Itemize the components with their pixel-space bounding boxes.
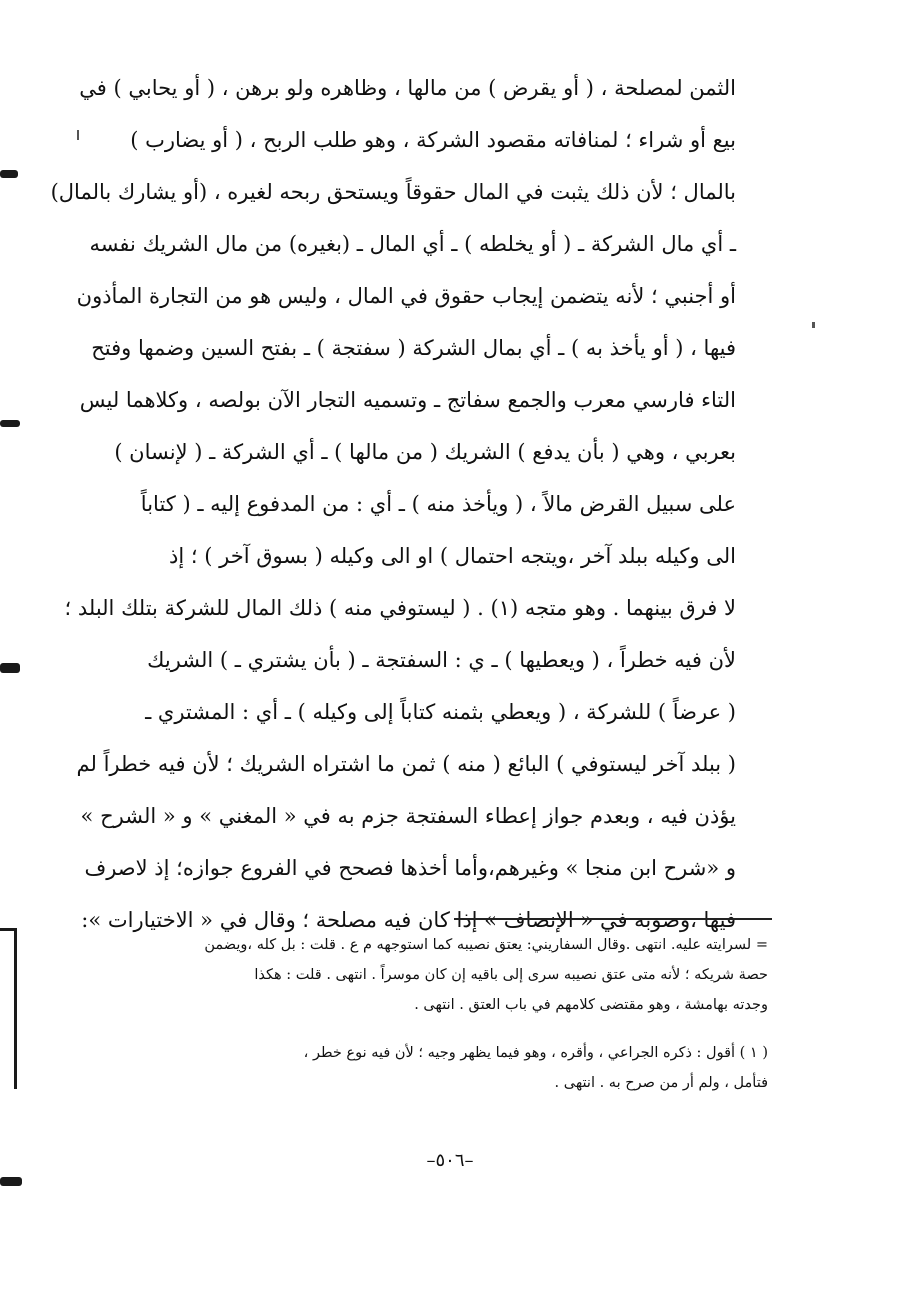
- binding-mark: [0, 663, 20, 673]
- text-line: و «شرح ابن منجا » وغيرهم،وأما أخذها فصحح في الفروع جوازه؛ إذ لاصرف: [84, 856, 736, 880]
- text-line: الى وكيله ببلد آخر ،ويتجه احتمال ) او الى وكيله ( بسوق آخر ) ؛ إذ: [169, 544, 736, 568]
- binding-bracket: [0, 928, 17, 1089]
- text-line: بالمال ؛ لأن ذلك يثبت في المال حقوقاً ويستحق ربحه لغيره ، (أو يشارك بالمال): [50, 180, 736, 204]
- text-line: بيع أو شراء ؛ لمنافاته مقصود الشركة ، وهو طلب الربح ، ( أو يضارب ): [130, 128, 736, 152]
- scan-speck: [77, 130, 79, 140]
- main-text-block: [50, 62, 736, 946]
- page-number: –٥٠٦–: [426, 1150, 474, 1171]
- text-line: لا فرق بينهما . وهو متجه (١) . ( ليستوفي منه ) ذلك المال للشركة بتلك البلد ؛: [64, 596, 736, 620]
- text-line: التاء فارسي معرب والجمع سفاتج ـ وتسميه التجار الآن بولصه ، وكلاهما ليس: [79, 388, 736, 412]
- text-line: على سبيل القرض مالاً ، ( ويأخذ منه ) ـ أي : من المدفوع إليه ـ ( كتاباً: [140, 492, 736, 516]
- text-line: ( عرضاً ) للشركة ، ( ويعطي بثمنه كتاباً إلى وكيله ) ـ أي : المشتري ـ: [145, 700, 736, 724]
- text-line: فيها ، ( أو يأخذ به ) ـ أي بمال الشركة ( سفتجة ) ـ بفتح السين وضمها وفتح: [91, 336, 736, 360]
- footnote-line: فتأمل ، ولم أر من صرح به . انتهى .: [554, 1075, 768, 1091]
- footnotes-block: [128, 930, 768, 1098]
- text-line: أو أجنبي ؛ لأنه يتضمن إيجاب حقوق في المال ، وليس هو من التجارة المأذون: [76, 284, 736, 308]
- text-line: فيها ،وصوبه في « الإنصاف » إذا كان فيه مصلحة ؛ وقال في « الاختيارات »:: [81, 908, 736, 932]
- text-line: ( ببلد آخر ليستوفي ) البائع ( منه ) ثمن ما اشتراه الشريك ؛ لأن فيه خطراً لم: [76, 752, 736, 776]
- footnote-gap: [128, 1020, 768, 1038]
- scan-speck: [812, 322, 815, 328]
- text-line: الثمن لمصلحة ، ( أو يقرض ) من مالها ، وظاهره ولو برهن ، ( أو يحابي ) في: [79, 76, 736, 100]
- text-line: بعربي ، وهي ( بأن يدفع ) الشريك ( من مالها ) ـ أي الشركة ـ ( لإنسان ): [114, 440, 736, 464]
- text-line: لأن فيه خطراً ، ( ويعطيها ) ـ ي : السفتجة ـ ( بأن يشتري ـ ) الشريك: [147, 648, 736, 672]
- binding-mark: [0, 420, 20, 427]
- text-line: ـ أي مال الشركة ـ ( أو يخلطه ) ـ أي المال ـ (بغيره) من مال الشريك نفسه: [89, 232, 736, 256]
- footnote-line: = لسرايته عليه. انتهى .وقال السفاريني: يعتق نصيبه كما استوجهه م ع . قلت : بل كله ،ويضمن: [204, 937, 768, 953]
- footnote-line: ( ١ ) أقول : ذكره الجراعي ، وأقره ، وهو فيما يظهر وجيه ؛ لأن فيه نوع خطر ،: [303, 1045, 768, 1061]
- binding-mark: [0, 170, 18, 178]
- text-line: يؤذن فيه ، وبعدم جواز إعطاء السفتجة جزم به في « المغني » و « الشرح »: [80, 804, 736, 828]
- footnote-line: حصة شريكه ؛ لأنه متى عتق نصيبه سرى إلى باقيه إن كان موسراً . انتهى . قلت : هكذا: [254, 967, 768, 983]
- footnote-separator: [454, 918, 772, 920]
- binding-mark: [0, 1177, 22, 1186]
- footnote-line: وجدته بهامشة ، وهو مقتضى كلامهم في باب العتق . انتهى .: [414, 997, 768, 1013]
